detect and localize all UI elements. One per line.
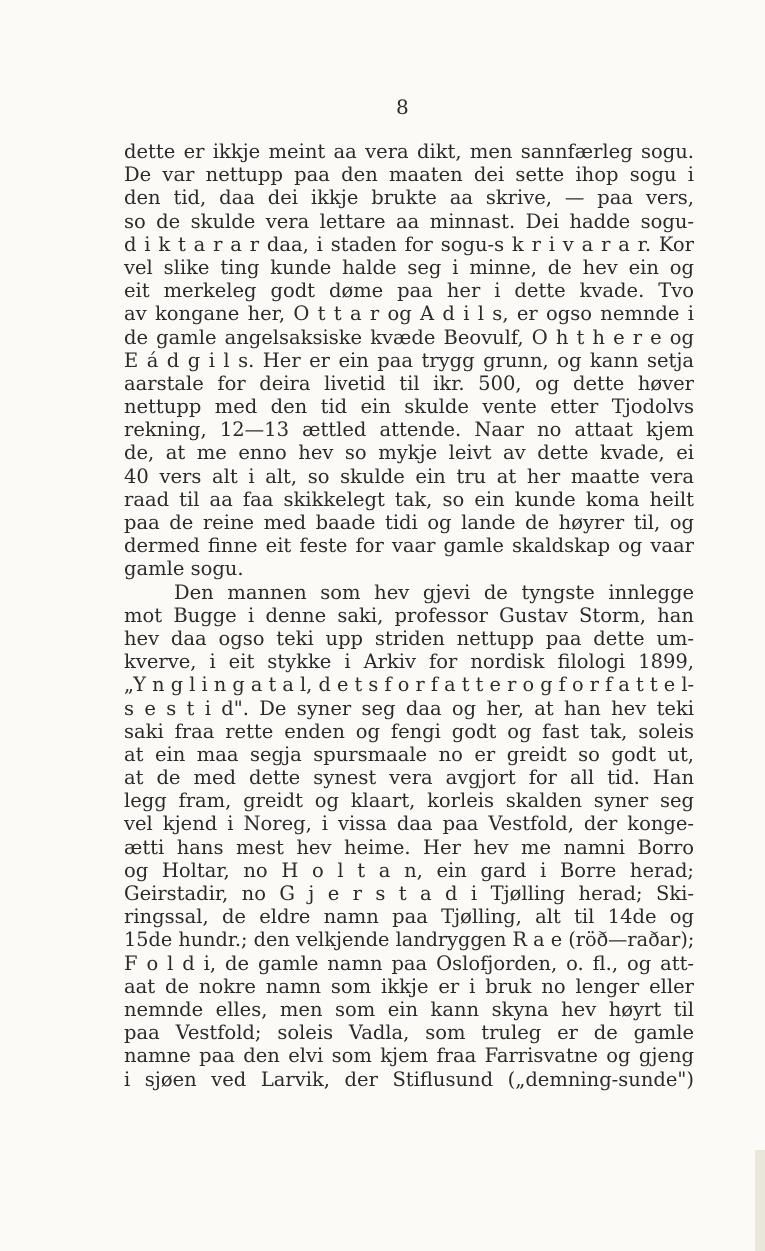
text-line: av kongane her, O t t a r og A d i l s, er ogso nemnde i — [124, 302, 694, 326]
page-edge-shadow — [755, 1150, 765, 1251]
text-line: aarstale for deira livetid til ikr. 500, og dette høver — [124, 371, 694, 395]
text-line: dette er ikkje meint aa vera dikt, men sannfærleg sogu. — [124, 140, 694, 163]
text-line: rekning, 12—13 ættled attende. Naar no attaat kjem — [124, 418, 694, 442]
text-line: saki fraa rette enden og fengi godt og fast tak, soleis — [124, 719, 694, 743]
text-line: ringssal, de eldre namn paa Tjølling, alt til 14de og — [124, 905, 694, 929]
text-line: paa Vestfold; soleis Vadla, som truleg er de gamle — [124, 1021, 694, 1045]
text-line: namne paa den elvi som kjem fraa Farrisvatne og gjeng — [124, 1044, 694, 1068]
text-line: at de med dette synest vera avgjort for all tid. Han — [124, 766, 694, 790]
text-line: s e s t i d". De syner seg daa og her, at han hev teki — [124, 696, 694, 720]
text-line: 15de hundr.; den velkjende landryggen R a e (röð—raðar); — [124, 928, 695, 952]
text-line: E á d g i l s. Her er ein paa trygg grunn, og kann setja — [124, 348, 694, 372]
text-line: i sjøen ved Larvik, der Stiflusund („demning-sunde") — [124, 1067, 694, 1091]
text-line: Geirstadir, no G j e r s t a d i Tjølling herad; Ski- — [124, 882, 694, 905]
body-text — [124, 140, 694, 1091]
text-line: kverve, i eit stykke i Arkiv for nordisk filologi 1899, — [124, 650, 694, 674]
text-line: 40 vers alt i alt, so skulde ein tru at her maatte vera — [124, 464, 694, 488]
text-line: de gamle angelsaksiske kvæde Beovulf, O h t h e r e og — [124, 325, 694, 349]
text-line: hev daa ogso teki upp striden nettupp paa dette um- — [124, 626, 694, 650]
text-line: ætti hans mest hev heime. Her hev me namni Borro — [124, 835, 694, 859]
text-line: „Y n g l i n g a t a l, d e t s f o r f a t t e r o g f o r f a t t e l- — [124, 673, 694, 697]
text-line: raad til aa faa skikkelegt tak, so ein kunde koma heilt — [124, 487, 694, 511]
text-line: nemnde elles, men som ein kann skyna hev høyrt til — [124, 997, 694, 1021]
text-line: at ein maa segja spursmaale no er greidt so godt ut, — [124, 742, 694, 766]
text-line: d i k t a r a r daa, i staden for sogu-s k r i v a r a r. Kor — [124, 232, 694, 256]
text-line: og Holtar, no H o l t a n, ein gard i Borre herad; — [124, 858, 694, 882]
paragraph-end-line: gamle sogu. — [124, 557, 244, 581]
paragraph-start-line: Den mannen som hev gjevi de tyngste innlegge — [174, 580, 694, 604]
text-line: De var nettupp paa den maaten dei sette ihop sogu i — [124, 163, 694, 187]
text-line: eit merkeleg godt døme paa her i dette kvade. Tvo — [124, 279, 694, 303]
text-line: dermed finne eit feste for vaar gamle skaldskap og vaar — [124, 534, 694, 558]
text-line: aat de nokre namn som ikkje er i bruk no lenger eller — [124, 974, 694, 998]
text-line: de, at me enno hev so mykje leivt av dette kvade, ei — [124, 441, 694, 465]
text-line: so de skulde vera lettare aa minnast. Dei hadde sogu- — [124, 209, 694, 233]
text-line: legg fram, greidt og klaart, korleis skalden syner seg — [124, 789, 694, 813]
text-line: vel kjend i Noreg, i vissa daa paa Vestfold, der konge- — [124, 812, 694, 836]
text-line: mot Bugge i denne saki, professor Gustav Storm, han — [124, 603, 694, 627]
text-line: den tid, daa dei ikkje brukte aa skrive, — paa vers, — [124, 186, 694, 210]
text-line: vel slike ting kunde halde seg i minne, de hev ein og — [124, 255, 694, 279]
text-line: nettupp med den tid ein skulde vente etter Tjodolvs — [124, 395, 694, 419]
page-number: 8 — [396, 95, 409, 119]
text-line: paa de reine med baade tidi og lande de høyrer til, og — [124, 511, 694, 534]
text-line: F o l d i, de gamle namn paa Oslofjorden, o. fl., og att- — [124, 951, 694, 975]
